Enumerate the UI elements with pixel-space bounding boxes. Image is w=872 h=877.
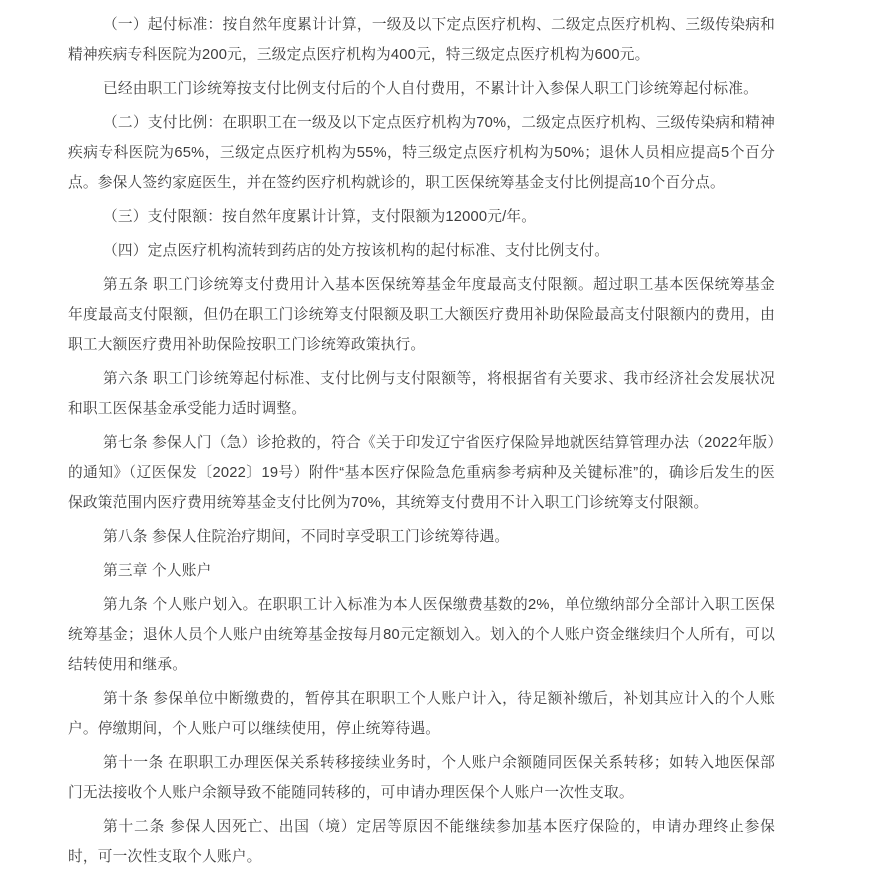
para-article-10: 第十条 参保单位中断缴费的，暂停其在职职工个人账户计入，待足额补缴后，补划其应计入的个人账户。停缴期间，个人账户可以继续使用，停止统筹待遇。 — [68, 691, 775, 737]
para-article-8: 第八条 参保人住院治疗期间，不同时享受职工门诊统筹待遇。 — [103, 529, 510, 545]
para-article-12: 第十二条 参保人因死亡、出国（境）定居等原因不能继续参加基本医疗保险的，申请办理终止参保时，可一次性支取个人账户。 — [68, 819, 775, 865]
para-article-11: 第十一条 在职职工办理医保关系转移接续业务时，个人账户余额随同医保关系转移；如转入地医保部门无法接收个人账户余额导致不能随同转移的，可申请办理医保个人账户一次性支取。 — [68, 755, 775, 801]
para-clause-1-deductible-standard: （一）起付标准：按自然年度累计计算，一级及以下定点医疗机构、二级定点医疗机构、三级传染病和精神疾病专科医院为200元，三级定点医疗机构为400元，特三级定点医疗机构为600元。 — [68, 17, 775, 63]
para-self-pay-not-counted-note: 已经由职工门诊统筹按支付比例支付后的个人自付费用，不累计计入参保人职工门诊统筹起付标准。 — [103, 81, 759, 97]
para-clause-2-payment-ratio: （二）支付比例：在职职工在一级及以下定点医疗机构为70%，二级定点医疗机构、三级传染病和精神疾病专科医院为65%，三级定点医疗机构为55%，特三级定点医疗机构为50%；退休人员相应提高5个百分点。参保人签约家庭医生，并在签约医疗机构就诊的，职工医保统筹基金支付比例提高10个百分点。 — [68, 115, 775, 191]
para-clause-4-pharmacy-prescription: （四）定点医疗机构流转到药店的处方按该机构的起付标准、支付比例支付。 — [103, 243, 610, 259]
para-article-6: 第六条 职工门诊统筹起付标准、支付比例与支付限额等，将根据省有关要求、我市经济社会发展状况和职工医保基金承受能力适时调整。 — [68, 371, 775, 417]
para-article-7: 第七条 参保人门（急）诊抢救的，符合《关于印发辽宁省医疗保险异地就医结算管理办法（2022年版）的通知》（辽医保发〔2022〕19号）附件“基本医疗保险急危重病参考病种及关键标准”的，确诊后发生的医保政策范围内医疗费用统筹基金支付比例为70%，其统筹支付费用不计入职工门诊统筹支付限额。 — [68, 435, 775, 511]
para-clause-3-payment-limit: （三）支付限额：按自然年度累计计算，支付限额为12000元/年。 — [103, 209, 537, 225]
para-article-5: 第五条 职工门诊统筹支付费用计入基本医保统筹基金年度最高支付限额。超过职工基本医保统筹基金年度最高支付限额，但仍在职工门诊统筹支付限额及职工大额医疗费用补助保险最高支付限额内的费用，由职工大额医疗费用补助保险按职工门诊统筹政策执行。 — [68, 277, 775, 353]
para-article-9: 第九条 个人账户划入。在职职工计入标准为本人医保缴费基数的2%，单位缴纳部分全部计入职工医保统筹基金；退休人员个人账户由统筹基金按每月80元定额划入。划入的个人账户资金继续归个人所有，可以结转使用和继承。 — [68, 597, 775, 673]
chapter-3-heading: 第三章 个人账户 — [103, 563, 212, 579]
